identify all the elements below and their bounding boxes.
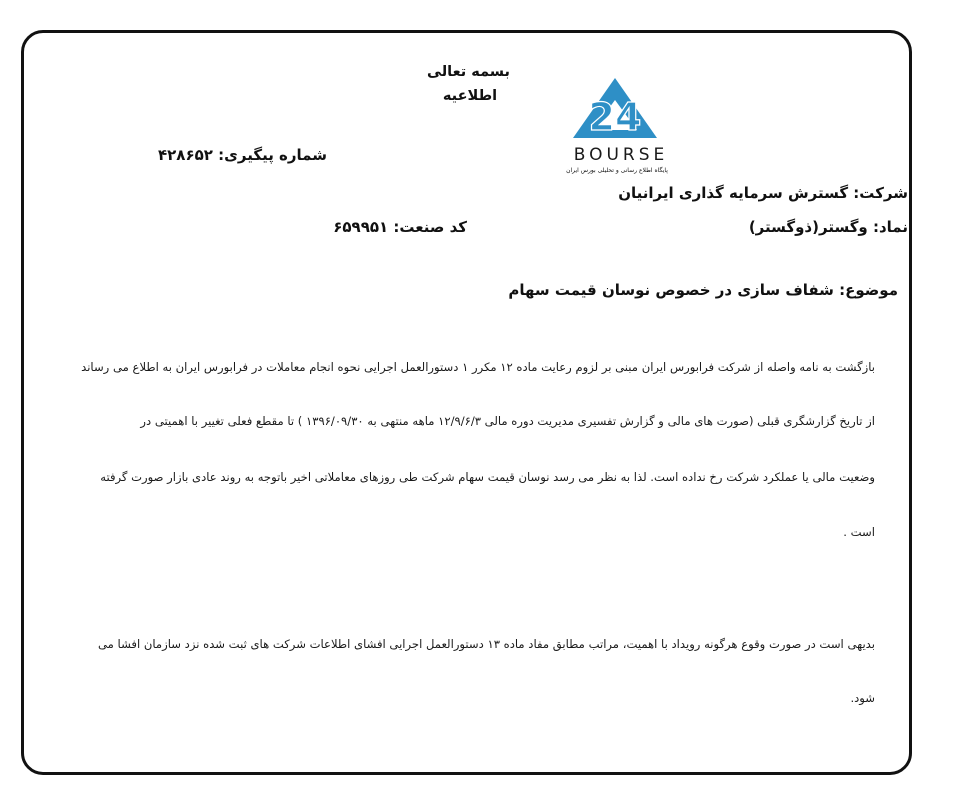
bourse24-logo: [555, 72, 687, 178]
bismillah-text: بسمه تعالی: [427, 64, 510, 80]
industry-code-row: [333, 218, 467, 236]
company-name: شرکت: گسترش سرمایه گذاری ایرانیان: [618, 184, 908, 202]
industry-code-label: کد صنعت:: [393, 218, 467, 236]
industry-code-value: ۶۵۹۹۵۱: [333, 218, 389, 236]
logo-wordmark-text: BOURSE: [573, 145, 669, 165]
tracking-number-row: [158, 146, 327, 164]
logo-tagline-text: پایگاه اطلاع رسانی و تحلیلی بورس ایران: [566, 167, 668, 174]
body-line-5: بدیهی است در صورت وقوع هرگونه رویداد با اهمیت، مراتب مطابق مفاد ماده ۱۳ دستورالعمل اجرایی افشای اطلاعات شرکت های ثبت شده نزد سازمان افشا می: [97, 637, 875, 651]
body-line-1: بازگشت به نامه واصله از شرکت فرابورس ایران مبنی بر لزوم رعایت ماده ۱۲ مکرر ۱ دستورالعمل اجرایی نحوه انجام معاملات در فرابورس ایران به اطلاع می رساند: [81, 360, 875, 374]
subject-line: موضوع: شفاف سازی در خصوص نوسان قیمت سهام: [508, 281, 898, 299]
notice-title: اطلاعیه: [442, 88, 498, 104]
company-symbol: نماد: وگستر(ذوگستر): [748, 218, 908, 236]
body-line-3: وضعیت مالی یا عملکرد شرکت رخ نداده است. لذا به نظر می رسد نوسان قیمت سهام شرکت طی روزهای معاملاتی اخیر باتوجه به روند عادی بازار صورت گرفته: [100, 470, 875, 484]
tracking-number-label: شماره پیگیری:: [218, 146, 327, 164]
bourse24-logo-mark: [555, 72, 687, 178]
logo-number-text: 24: [588, 95, 642, 139]
tracking-number-value: ۴۲۸۶۵۲: [157, 146, 213, 164]
document-frame: [21, 30, 912, 775]
body-line-4: است .: [843, 525, 875, 539]
body-line-2: از تاریخ گزارشگری قبلی (صورت های مالی و گزارش تفسیری مدیریت دوره مالی ۱۲/۹/۶/۳ ماهه منتهی به ۱۳۹۶/۰۹/۳۰ ) تا مقطع فعلی تغییر با اهمیتی در: [140, 414, 875, 428]
body-line-6: شود.: [850, 691, 875, 705]
